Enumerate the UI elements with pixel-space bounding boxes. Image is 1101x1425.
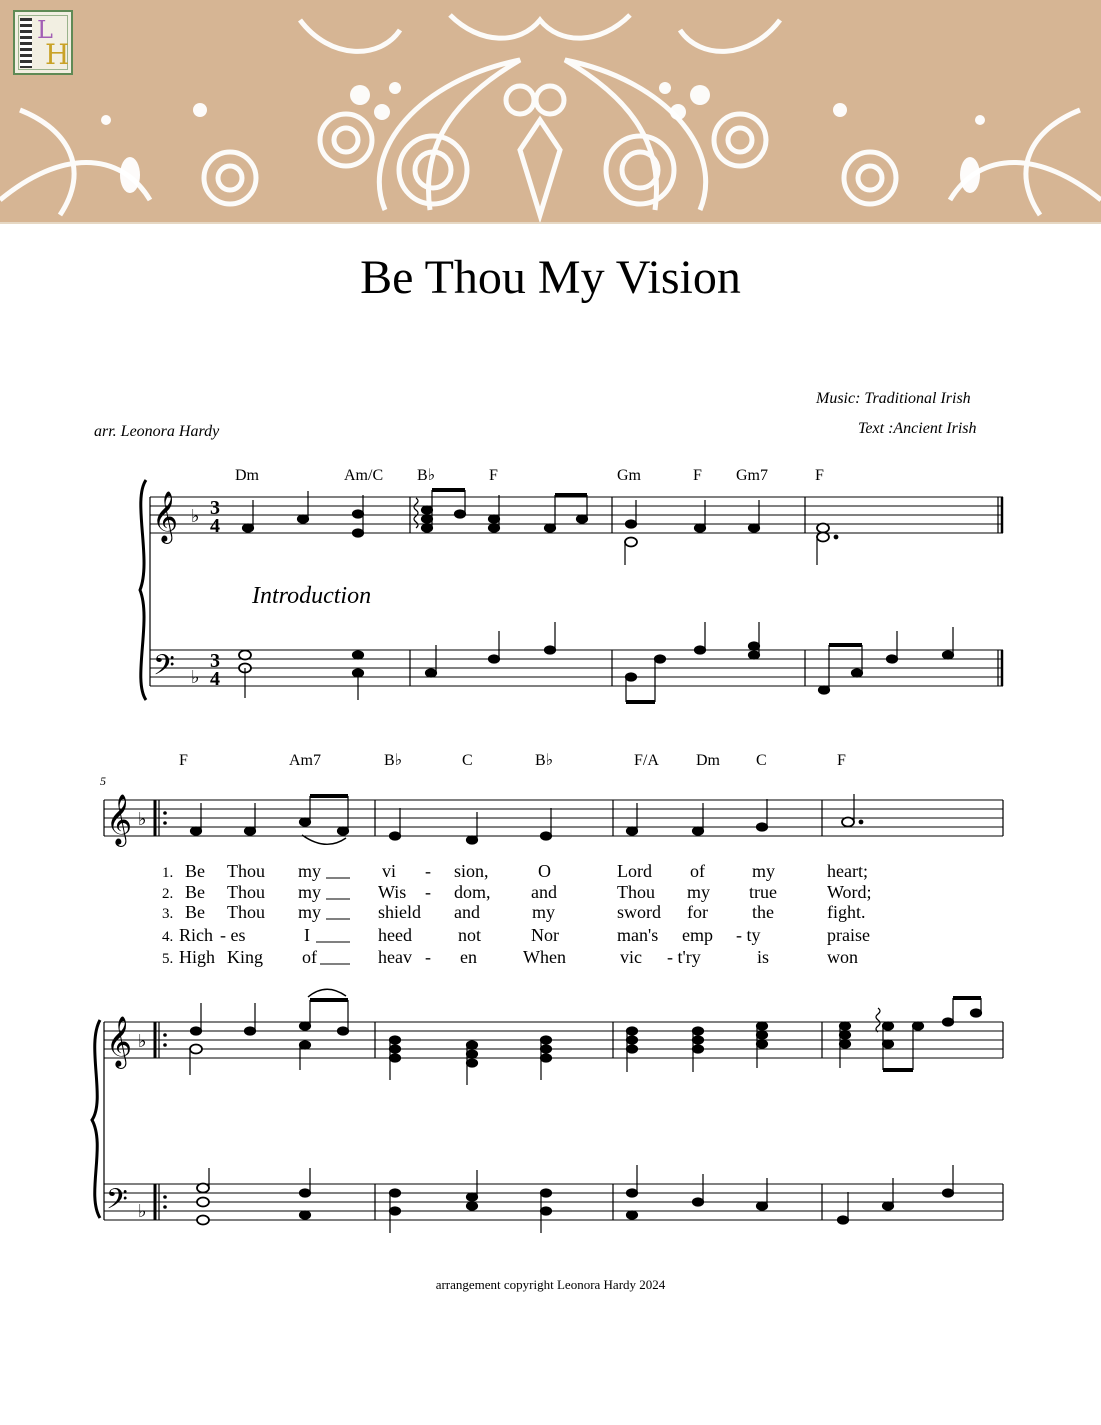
svg-text:Thou: Thou xyxy=(617,882,655,902)
svg-text:High: High xyxy=(179,947,215,967)
system-1 xyxy=(140,467,1003,702)
melisma-lines xyxy=(316,878,350,964)
svg-text:Word;: Word; xyxy=(827,882,872,902)
chord-symbol: B♭ xyxy=(535,752,554,769)
svg-text:heed: heed xyxy=(378,925,412,945)
chord-symbol: Gm xyxy=(617,467,641,484)
chord-symbol: F xyxy=(837,752,846,769)
bass-clef: 𝄢 xyxy=(106,1183,128,1223)
svg-text:2.: 2. xyxy=(162,886,174,902)
svg-text:heart;: heart; xyxy=(827,861,868,881)
svg-text:O: O xyxy=(538,861,551,881)
svg-text:my: my xyxy=(298,902,322,922)
verse-5 xyxy=(162,947,858,967)
treble-clef: 𝄞 xyxy=(106,1016,133,1067)
copyright-footer: arrangement copyright Leonora Hardy 2024 xyxy=(435,1277,666,1292)
svg-text:vic: vic xyxy=(620,947,642,967)
svg-text:Be: Be xyxy=(185,882,205,902)
treble-staff xyxy=(150,497,1003,533)
verse-3 xyxy=(162,902,866,922)
chord-symbol: C xyxy=(462,752,473,769)
svg-text:and: and xyxy=(454,902,480,922)
svg-text:King: King xyxy=(227,947,263,967)
svg-text:my: my xyxy=(532,902,556,922)
lyrics xyxy=(162,861,872,967)
song-title: Be Thou My Vision xyxy=(360,251,741,304)
verse-4 xyxy=(162,925,870,945)
svg-text:my: my xyxy=(298,882,322,902)
svg-text:en: en xyxy=(460,947,477,967)
svg-text:-: - xyxy=(425,947,431,967)
svg-text:- t'ry: - t'ry xyxy=(667,947,701,967)
svg-text:sword: sword xyxy=(617,902,661,922)
svg-text:1.: 1. xyxy=(162,865,174,881)
svg-text:Rich: Rich xyxy=(179,925,213,945)
svg-text:sion,: sion, xyxy=(454,861,489,881)
key-signature-flat: ♭ xyxy=(138,1031,147,1052)
svg-text:Thou: Thou xyxy=(227,882,265,902)
svg-text:3.: 3. xyxy=(162,906,174,922)
svg-text:of: of xyxy=(302,947,317,967)
chord-symbol: Gm7 xyxy=(736,467,768,484)
grand-staff-brace xyxy=(140,480,146,700)
svg-text:shield: shield xyxy=(378,902,421,922)
grand-staff-brace xyxy=(92,1020,100,1218)
svg-text:my: my xyxy=(298,861,322,881)
chord-symbols xyxy=(179,752,846,769)
time-signature-top: 3 xyxy=(210,497,220,519)
chord-symbol: F xyxy=(179,752,188,769)
time-signature-top: 3 xyxy=(210,650,220,672)
svg-text:-: - xyxy=(425,861,431,881)
vocal-staff xyxy=(104,800,1003,836)
verse-2 xyxy=(162,882,872,902)
music-credit: Music: Traditional Irish xyxy=(816,390,971,407)
time-signature-bottom: 4 xyxy=(210,515,220,537)
chord-symbol: Am7 xyxy=(289,752,321,769)
svg-text:dom,: dom, xyxy=(454,882,491,902)
time-signature-bottom: 4 xyxy=(210,668,220,690)
svg-text:5.: 5. xyxy=(162,951,174,967)
svg-text:4.: 4. xyxy=(162,929,174,945)
svg-text:Be: Be xyxy=(185,861,205,881)
svg-text:I: I xyxy=(304,925,310,945)
tempo-marking: Introduction xyxy=(252,583,372,609)
svg-text:Be: Be xyxy=(185,902,205,922)
svg-text:man's: man's xyxy=(617,925,659,945)
svg-text:fight.: fight. xyxy=(827,902,866,922)
chord-symbol: B♭ xyxy=(417,467,436,484)
chord-symbol: C xyxy=(756,752,767,769)
bass-clef: 𝄢 xyxy=(153,649,175,689)
svg-text:emp: emp xyxy=(682,925,713,945)
svg-text:my: my xyxy=(752,861,776,881)
logo-letter-top: L xyxy=(37,16,53,44)
key-signature-flat: ♭ xyxy=(191,506,200,527)
svg-text:praise: praise xyxy=(827,925,870,945)
svg-text:for: for xyxy=(687,902,708,922)
svg-text:true: true xyxy=(749,882,777,902)
svg-text:- es: - es xyxy=(220,925,246,945)
key-signature-flat: ♭ xyxy=(138,1201,147,1222)
chord-symbol: Dm xyxy=(235,467,259,484)
chord-symbols xyxy=(235,467,824,484)
text-credit: Text :Ancient Irish xyxy=(858,420,977,437)
chord-symbol: F xyxy=(815,467,824,484)
svg-text:-: - xyxy=(425,882,431,902)
svg-text:won: won xyxy=(827,947,858,967)
key-signature-flat: ♭ xyxy=(191,667,200,688)
arpeggio-mark xyxy=(876,1008,880,1032)
svg-text:- ty: - ty xyxy=(736,925,761,945)
piano-treble-staff xyxy=(104,1022,1003,1058)
note-head xyxy=(298,515,309,523)
treble-clef: 𝄞 xyxy=(106,794,133,845)
svg-text:Thou: Thou xyxy=(227,902,265,922)
svg-text:and: and xyxy=(531,882,557,902)
svg-text:is: is xyxy=(757,947,770,967)
note-head xyxy=(353,510,364,518)
svg-text:my: my xyxy=(687,882,711,902)
note-head xyxy=(353,529,364,537)
svg-text:of: of xyxy=(690,861,705,881)
measure-number: 5 xyxy=(100,774,106,788)
chord-symbol: F xyxy=(489,467,498,484)
svg-text:vi: vi xyxy=(382,861,397,881)
bass-staff xyxy=(150,650,1003,686)
key-signature-flat: ♭ xyxy=(138,809,147,830)
system-2 xyxy=(92,752,1003,1233)
svg-text:Nor: Nor xyxy=(531,925,559,945)
arranger-credit: arr. Leonora Hardy xyxy=(94,423,220,440)
chord-symbol: Dm xyxy=(696,752,720,769)
svg-text:When: When xyxy=(523,947,566,967)
chord-symbol: Am/C xyxy=(344,467,384,484)
logo-letter-bottom: H xyxy=(45,38,70,71)
chord-symbol: F/A xyxy=(634,752,659,769)
svg-text:Lord: Lord xyxy=(617,861,652,881)
svg-text:Thou: Thou xyxy=(227,861,265,881)
svg-text:the: the xyxy=(752,902,774,922)
piano-bass-staff xyxy=(104,1184,1003,1220)
note-head xyxy=(243,524,254,532)
svg-text:not: not xyxy=(458,925,482,945)
chord-symbol: B♭ xyxy=(384,752,403,769)
svg-text:Wis: Wis xyxy=(378,882,407,902)
treble-clef: 𝄞 xyxy=(152,491,179,542)
svg-text:heav: heav xyxy=(378,947,412,967)
verse-1 xyxy=(162,861,868,881)
chord-symbol: F xyxy=(693,467,702,484)
